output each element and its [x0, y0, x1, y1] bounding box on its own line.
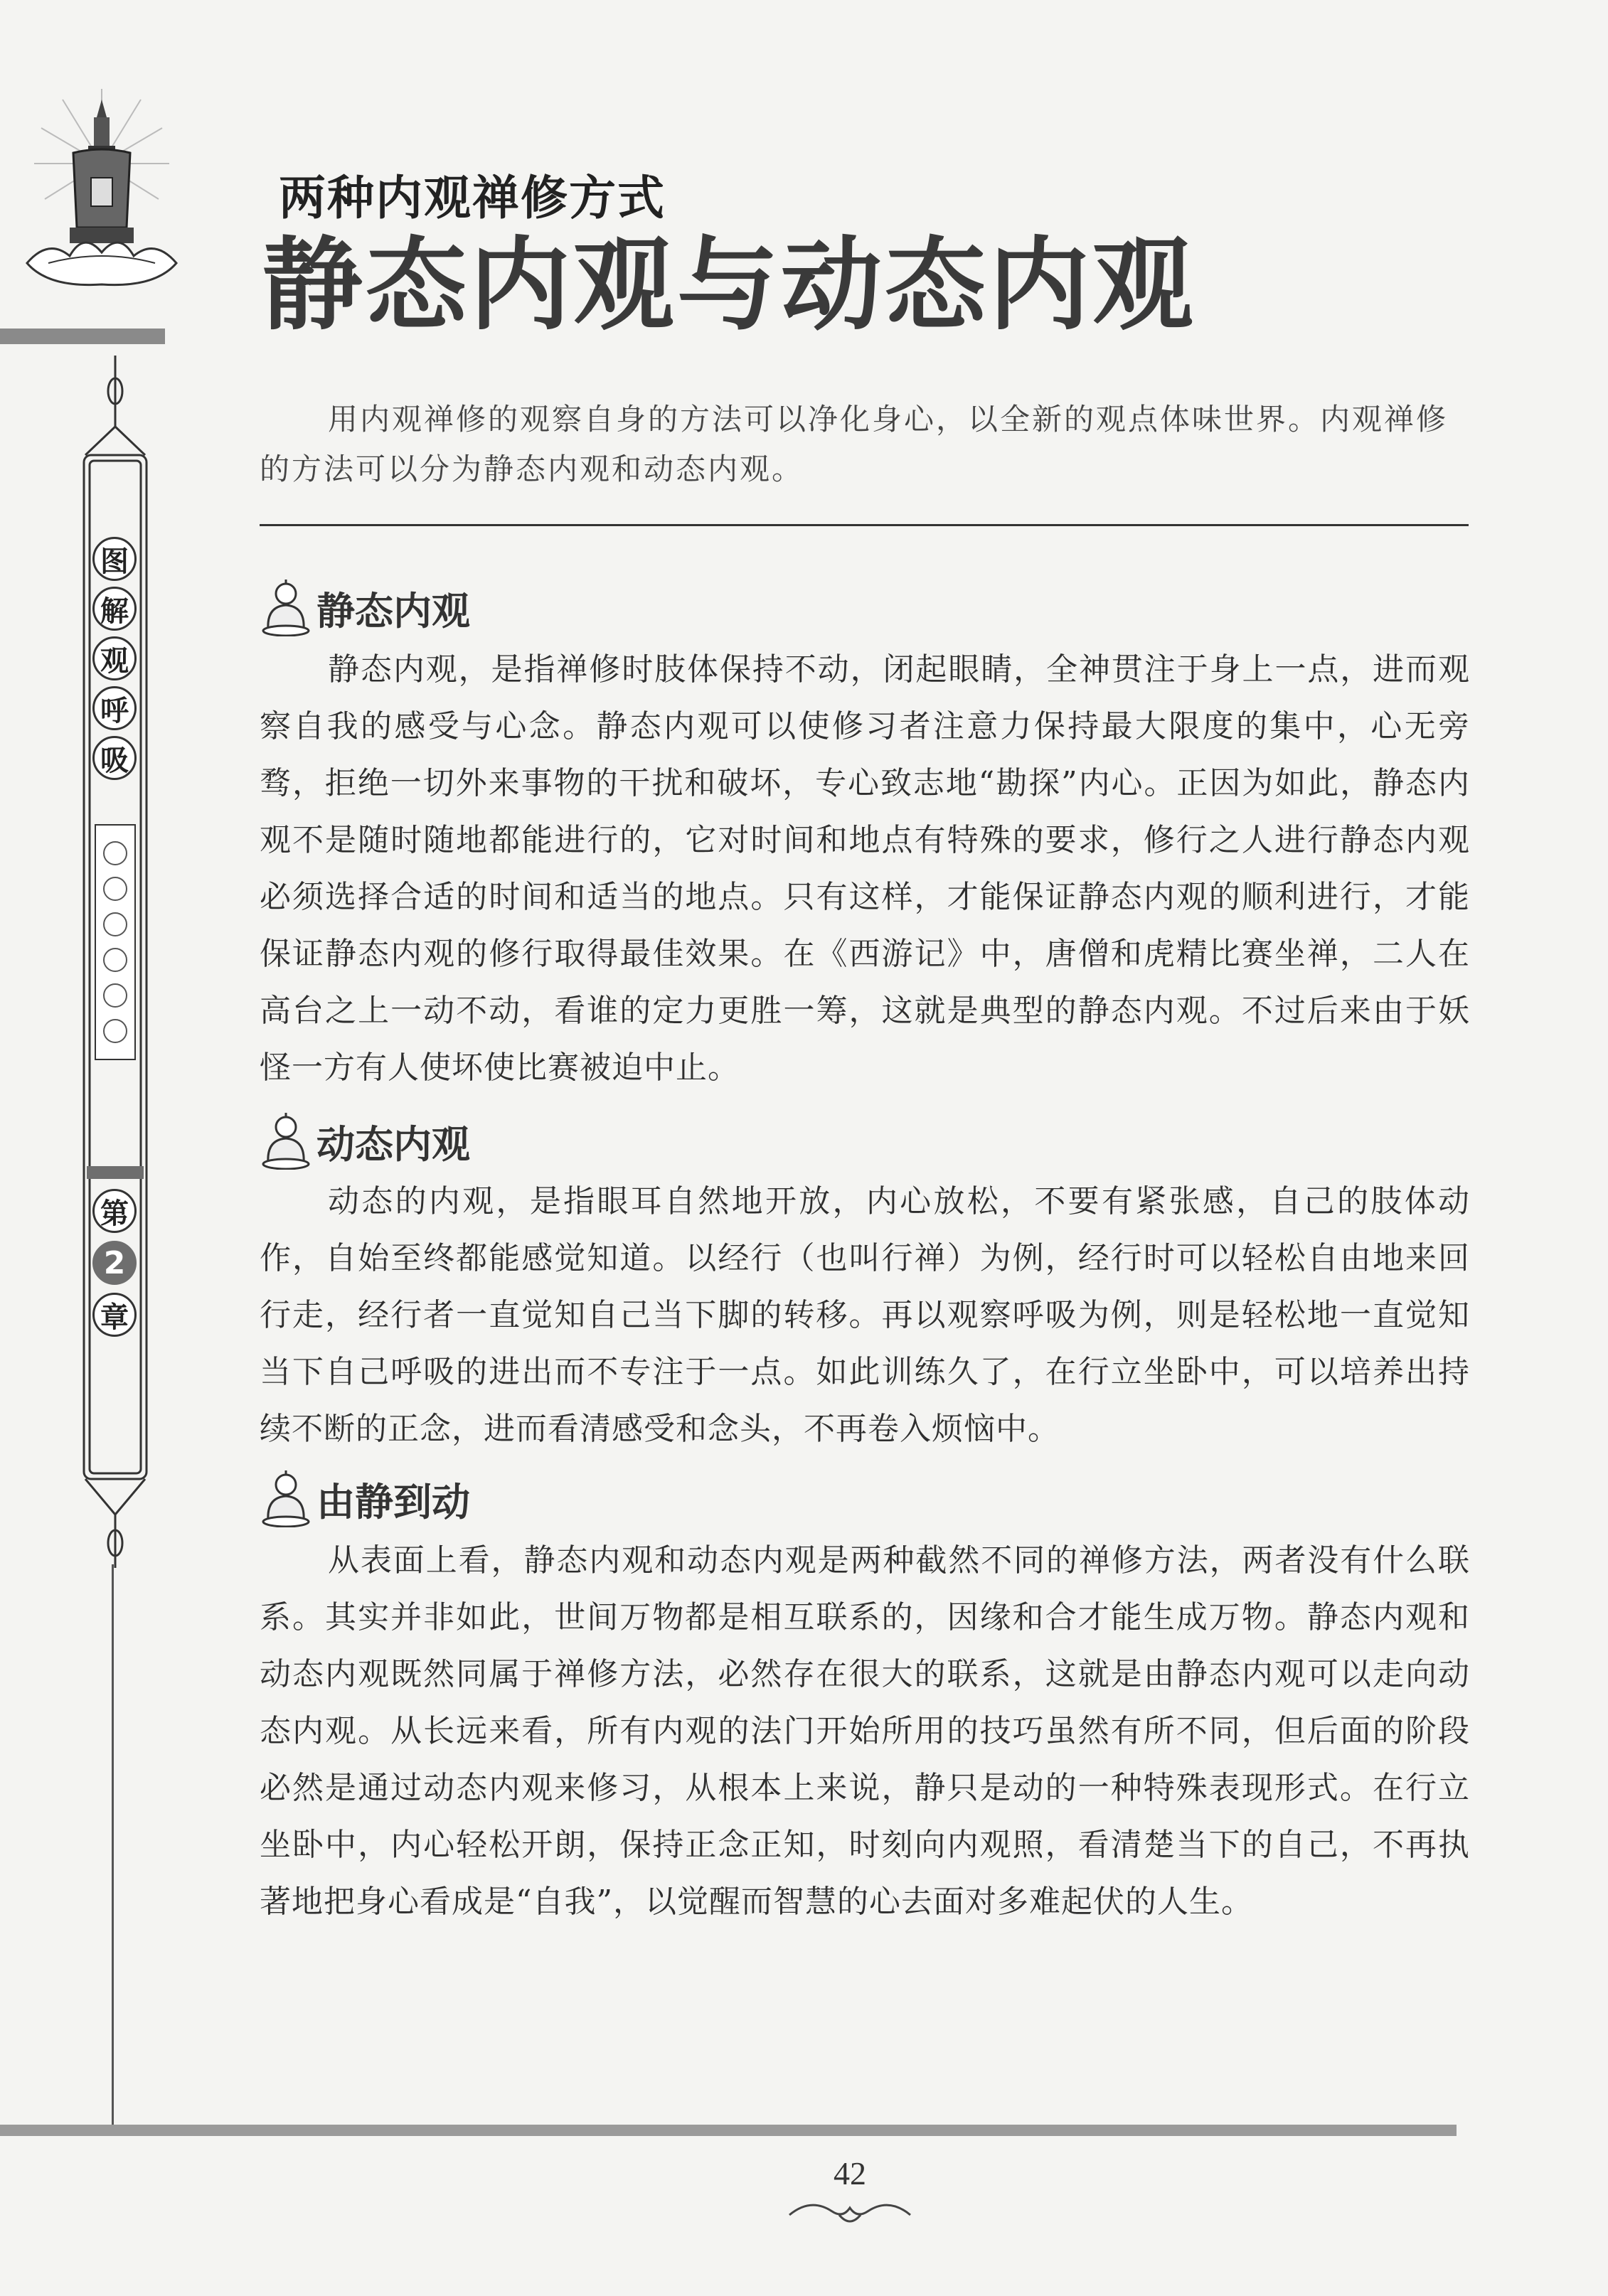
- chapter-label-char: 第: [92, 1189, 137, 1233]
- spine-line: [112, 1564, 114, 2126]
- page-number: 42: [834, 2155, 866, 2191]
- top-left-rule: [0, 329, 165, 344]
- chapter-label-char: 章: [92, 1293, 137, 1337]
- intro-divider: [260, 524, 1469, 526]
- chapter-number: 2: [92, 1241, 137, 1285]
- section-heading: [260, 580, 470, 636]
- section-heading: [260, 1470, 470, 1527]
- bottom-rule: [0, 2125, 1457, 2136]
- page-title: 静态内观与动态内观: [262, 226, 1196, 344]
- section-heading-text: 动态内观: [316, 1121, 470, 1167]
- book-title-char: 吸: [92, 736, 137, 780]
- book-title-char: 图: [92, 537, 137, 581]
- book-title-char: 解: [92, 587, 137, 631]
- section-body: 从表面上看，静态内观和动态内观是两种截然不同的禅修方法，两者没有什么联系。其实并非如此，世间万物都是相互联系的，因缘和合才能生成万物。静态内观和动态内观既然同属于禅修方法，必然存在很大的联系，这就是由静态内观可以走向动态内观。从长远来看，所有内观的法门开始所用的技巧虽然有所不同，但后面的阶段必然是通过动态内观来修习，从根本上来说，静只是动的一种特殊表现形式。在行立坐卧中，内心轻松开朗，保持正念正知，时刻向内观照，看清楚当下的自己，不再执著地把身心看成是“自我”，以觉醒而智慧的心去面对多难起伏的人生。: [260, 1542, 1470, 1920]
- book-title-char: 呼: [92, 686, 137, 730]
- meditating-monk-icon: [260, 1113, 312, 1170]
- section-heading-text: 静态内观: [316, 587, 470, 634]
- book-title-char: 观: [92, 636, 137, 680]
- section-heading: [260, 1113, 470, 1170]
- stupa-emblem-icon: [20, 85, 183, 313]
- meditating-monk-icon: [260, 580, 312, 636]
- section-heading-text: 由静到动: [316, 1478, 470, 1525]
- meditating-monk-icon: [260, 1470, 312, 1527]
- section-body: 动态的内观，是指眼耳自然地开放，内心放松，不要有紧张感，自己的肢体动作，自始至终都能感觉知道。以经行（也叫行禅）为例，经行时可以轻松自由地来回行走，经行者一直觉知自己当下脚的转移。再以观察呼吸为例，则是轻松地一直觉知当下自己呼吸的进出而不专注于一点。如此训练久了，在行立坐卧中，可以培养出持续不断的正念，进而看清感受和念头，不再卷入烦恼中。: [260, 1183, 1470, 1447]
- page-subtitle: 两种内观禅修方式: [279, 171, 666, 225]
- scroll-ornament: [71, 348, 160, 1571]
- section-body: 静态内观，是指禅修时肢体保持不动，闭起眼睛，全神贯注于身上一点，进而观察自我的感受与心念。静态内观可以使修习者注意力保持最大限度的集中，心无旁骛，拒绝一切外来事物的干扰和破坏，专心致志地“勘探”内心。正因为如此，静态内观不是随时随地都能进行的，它对时间和地点有特殊的要求，修行之人进行静态内观必须选择合适的时间和适当的地点。只有这样，才能保证静态内观的顺利进行，才能保证静态内观的修行取得最佳效果。在《西游记》中，唐僧和虎精比赛坐禅，二人在高台之上一动不动，看谁的定力更胜一筹，这就是典型的静态内观。不过后来由于妖怪一方有人使坏使比赛被迫中止。: [260, 651, 1470, 1086]
- intro-paragraph: 用内观禅修的观察自身的方法可以净化身心，以全新的观点体味世界。内观禅修的方法可以分为静态内观和动态内观。: [260, 402, 1449, 486]
- swirl-ornament-icon: [782, 2194, 917, 2229]
